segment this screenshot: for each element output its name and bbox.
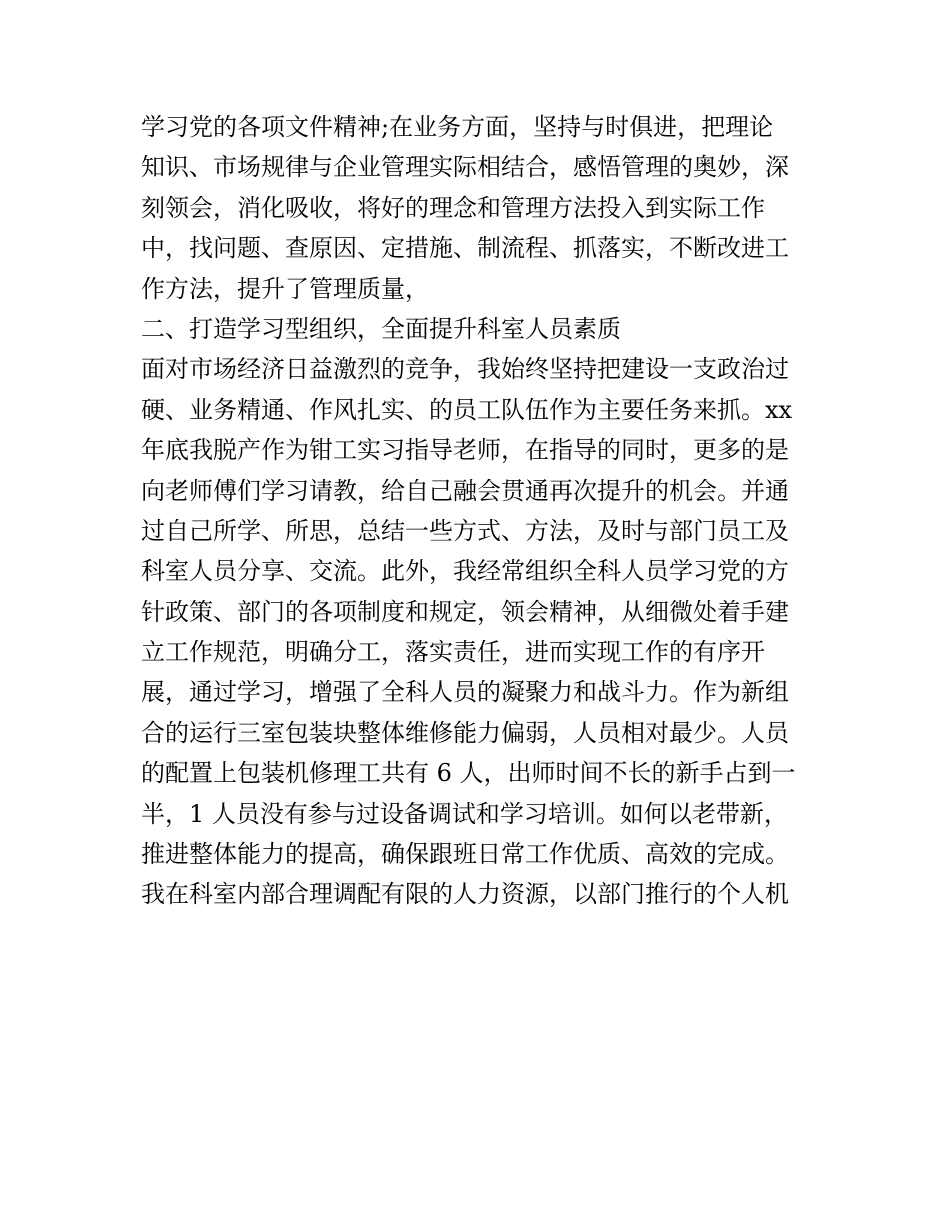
text-line: 向老师傅们学习请教，给自己融会贯通再次提升的机会。并通 (141, 476, 789, 505)
text-line: 半，1 人员没有参与过设备调试和学习培训。如何以老带新， (141, 799, 788, 828)
document-body (141, 107, 821, 915)
text-line: 立工作规范，明确分工，落实责任，进而实现工作的有序开 (141, 638, 765, 667)
text-line: 中，找问题、查原因、定措施、制流程、抓落实，不断改进工 (141, 234, 789, 263)
text-line: 展，通过学习，增强了全科人员的凝聚力和战斗力。作为新组 (141, 678, 789, 707)
text-line: 合的运行三室包装块整体维修能力偏弱，人员相对最少。人员 (141, 718, 789, 747)
text-line: 推进整体能力的提高，确保跟班日常工作优质、高效的完成。 (141, 840, 789, 869)
text-line: 作方法，提升了管理质量， (141, 274, 429, 303)
text-line: 面对市场经济日益激烈的竞争，我始终坚持把建设一支政治过 (141, 355, 789, 384)
text-line: 我在科室内部合理调配有限的人力资源，以部门推行的个人机 (141, 880, 789, 909)
text-line: 的配置上包装机修理工共有 6 人，出师时间不长的新手占到一 (141, 759, 796, 788)
text-line: 科室人员分享、交流。此外，我经常组织全科人员学习党的方 (141, 557, 789, 586)
text-line: 学习党的各项文件精神;在业务方面，坚持与时俱进，把理论 (141, 113, 774, 141)
text-line: 刻领会，消化吸收，将好的理念和管理方法投入到实际工作 (141, 193, 765, 222)
text-line: 过自己所学、所思，总结一些方式、方法，及时与部门员工及 (141, 516, 789, 545)
text-line: 年底我脱产作为钳工实习指导老师，在指导的同时，更多的是 (141, 436, 789, 465)
text-line: 硬、业务精通、作风扎实、的员工队伍作为主要任务来抓。xx (141, 395, 793, 424)
section-heading: 二、打造学习型组织，全面提升科室人员素质 (141, 314, 621, 343)
text-line: 针政策、部门的各项制度和规定，领会精神，从细微处着手建 (141, 597, 789, 626)
text-line: 知识、市场规律与企业管理实际相结合，感悟管理的奥妙，深 (141, 153, 789, 182)
